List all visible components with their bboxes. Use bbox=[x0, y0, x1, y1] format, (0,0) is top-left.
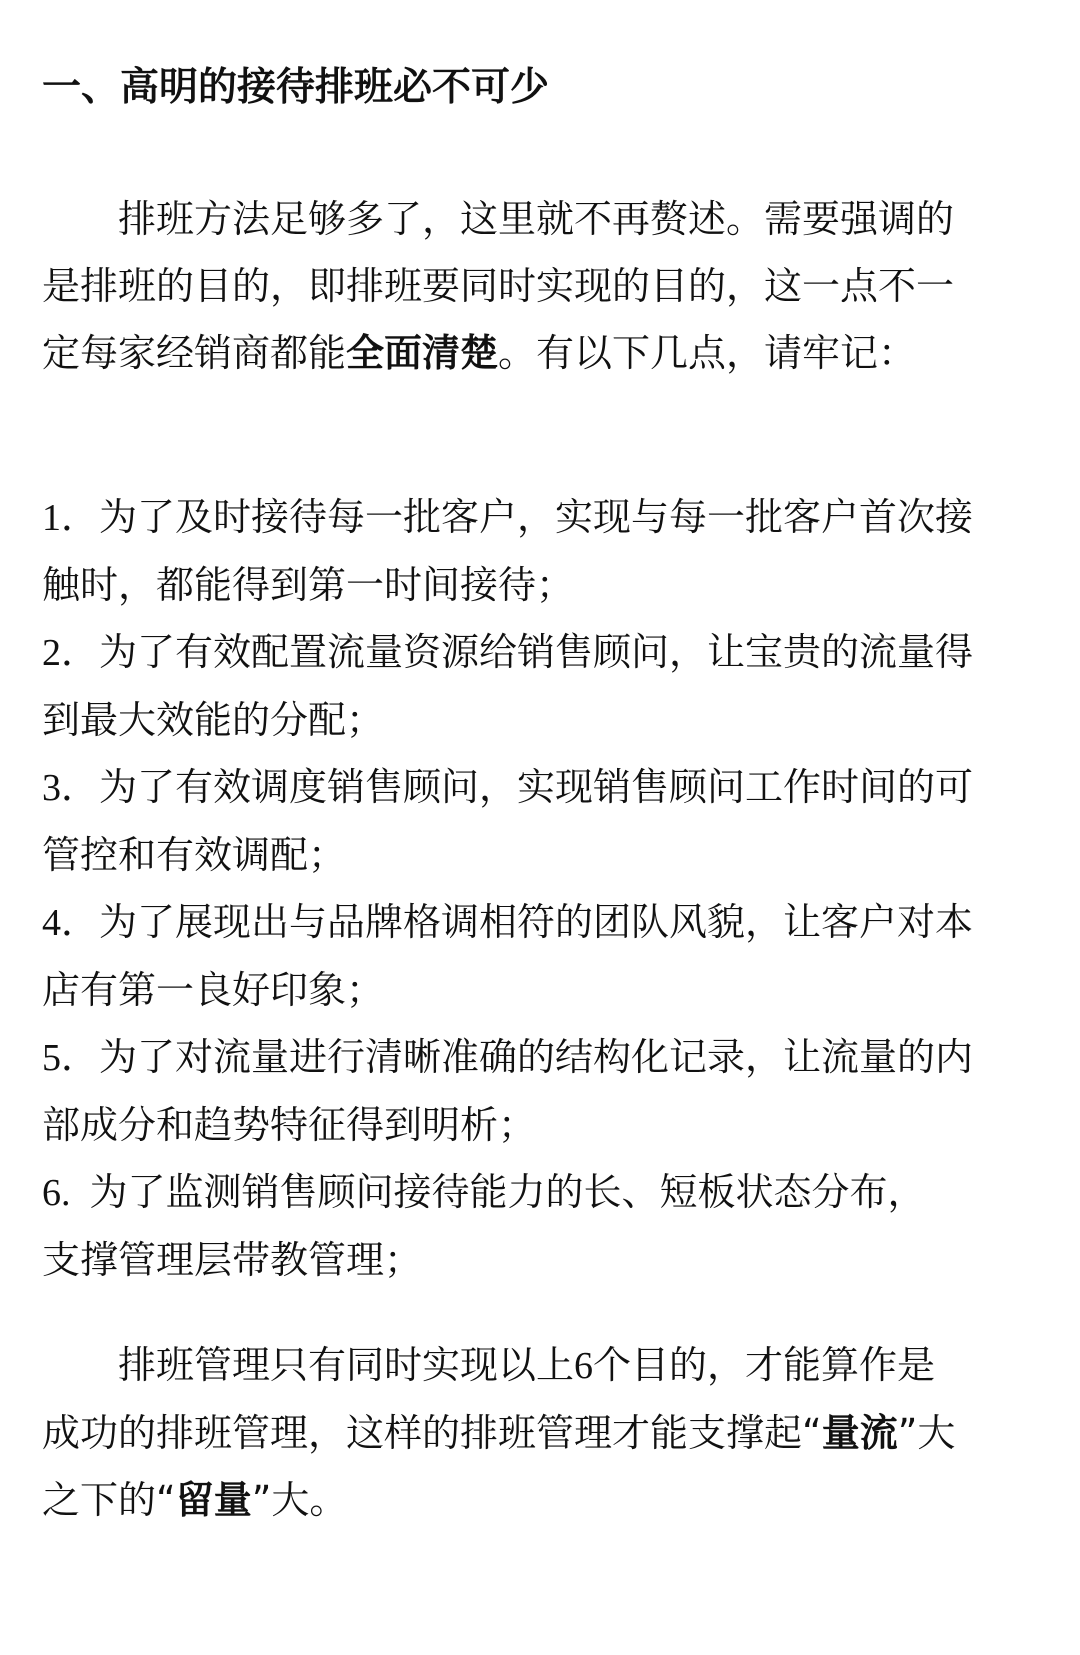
conclusion-line-3-a: 之下的“ bbox=[42, 1478, 176, 1522]
list-item-line-2: 触时，都能得到第一时间接待； bbox=[42, 563, 575, 607]
intro-emphasis: 全面清楚 bbox=[346, 331, 499, 375]
list-item-text: 为了对流量进行清晰准确的结构化记录，让流量的内 bbox=[99, 1035, 974, 1079]
list-item-text: 为了监测销售顾问接待能力的长、短板状态分布， bbox=[89, 1170, 926, 1214]
list-item-number: 6. bbox=[42, 1172, 90, 1214]
list-item bbox=[42, 754, 1052, 889]
list-item-line-2: 部成分和趋势特征得到明析； bbox=[42, 1103, 537, 1147]
list-item bbox=[42, 1024, 1052, 1159]
list-item-line-1 bbox=[42, 754, 1052, 822]
list-item-number: 2． bbox=[42, 632, 100, 674]
conclusion-line-1-b: 个目的，才能算作是 bbox=[593, 1343, 936, 1387]
list-item-text: 为了及时接待每一批客户，实现与每一批客户首次接 bbox=[99, 495, 974, 539]
list-item-line-1 bbox=[42, 619, 1052, 687]
intro-paragraph bbox=[42, 186, 1052, 387]
conclusion-line-2-a: 成功的排班管理，这样的排班管理才能支撑起“ bbox=[42, 1411, 822, 1455]
list-item-number: 1． bbox=[42, 497, 100, 539]
list-item-line-1 bbox=[42, 1024, 1052, 1092]
conclusion-number: 6 bbox=[574, 1345, 594, 1387]
conclusion-line-2-b: ”大 bbox=[897, 1411, 956, 1455]
list-item-line-2: 到最大效能的分配； bbox=[42, 698, 385, 742]
list-item bbox=[42, 889, 1052, 1024]
list-item-line-2: 管控和有效调配； bbox=[42, 833, 347, 877]
intro-line-3 bbox=[42, 320, 1052, 387]
conclusion-line-1-a: 排班管理只有同时实现以上 bbox=[118, 1343, 575, 1387]
list-item bbox=[42, 1159, 1052, 1294]
section-heading: 一、高明的接待排班必不可少 bbox=[42, 65, 550, 110]
list-item-line-2: 支撑管理层带教管理； bbox=[42, 1238, 423, 1282]
list-item-number: 5． bbox=[42, 1037, 100, 1079]
intro-line-1: 排班方法足够多了，这里就不再赘述。需要强调的 bbox=[118, 197, 955, 241]
conclusion-emphasis-2: 留量 bbox=[175, 1478, 252, 1522]
conclusion-line-2 bbox=[42, 1400, 1052, 1467]
list-item-text: 为了展现出与品牌格调相符的团队风貌，让客户对本 bbox=[99, 900, 974, 944]
conclusion-emphasis-1: 量流 bbox=[821, 1411, 898, 1455]
list-item-line-1 bbox=[42, 889, 1052, 957]
list-item-line-1 bbox=[42, 1159, 1052, 1227]
list-item-line-1 bbox=[42, 484, 1052, 552]
intro-line-3-post: 。有以下几点，请牢记： bbox=[498, 331, 917, 375]
list-item bbox=[42, 484, 1052, 619]
list-item-text: 为了有效配置流量资源给销售顾问，让宝贵的流量得 bbox=[99, 630, 974, 674]
conclusion-line-3 bbox=[42, 1467, 1052, 1534]
conclusion-paragraph bbox=[42, 1332, 1052, 1534]
conclusion-line-1 bbox=[42, 1332, 1052, 1400]
list-item-number: 4． bbox=[42, 902, 100, 944]
list-item bbox=[42, 619, 1052, 754]
list-item-text: 为了有效调度销售顾问，实现销售顾问工作时间的可 bbox=[99, 765, 974, 809]
intro-line-2: 是排班的目的，即排班要同时实现的目的，这一点不一 bbox=[42, 264, 955, 308]
list-item-number: 3． bbox=[42, 767, 100, 809]
list-item-line-2: 店有第一良好印象； bbox=[42, 968, 385, 1012]
purpose-list bbox=[42, 484, 1052, 1294]
intro-line-3-pre: 定每家经销商都能 bbox=[42, 331, 347, 375]
conclusion-line-3-b: ”大。 bbox=[251, 1478, 348, 1522]
